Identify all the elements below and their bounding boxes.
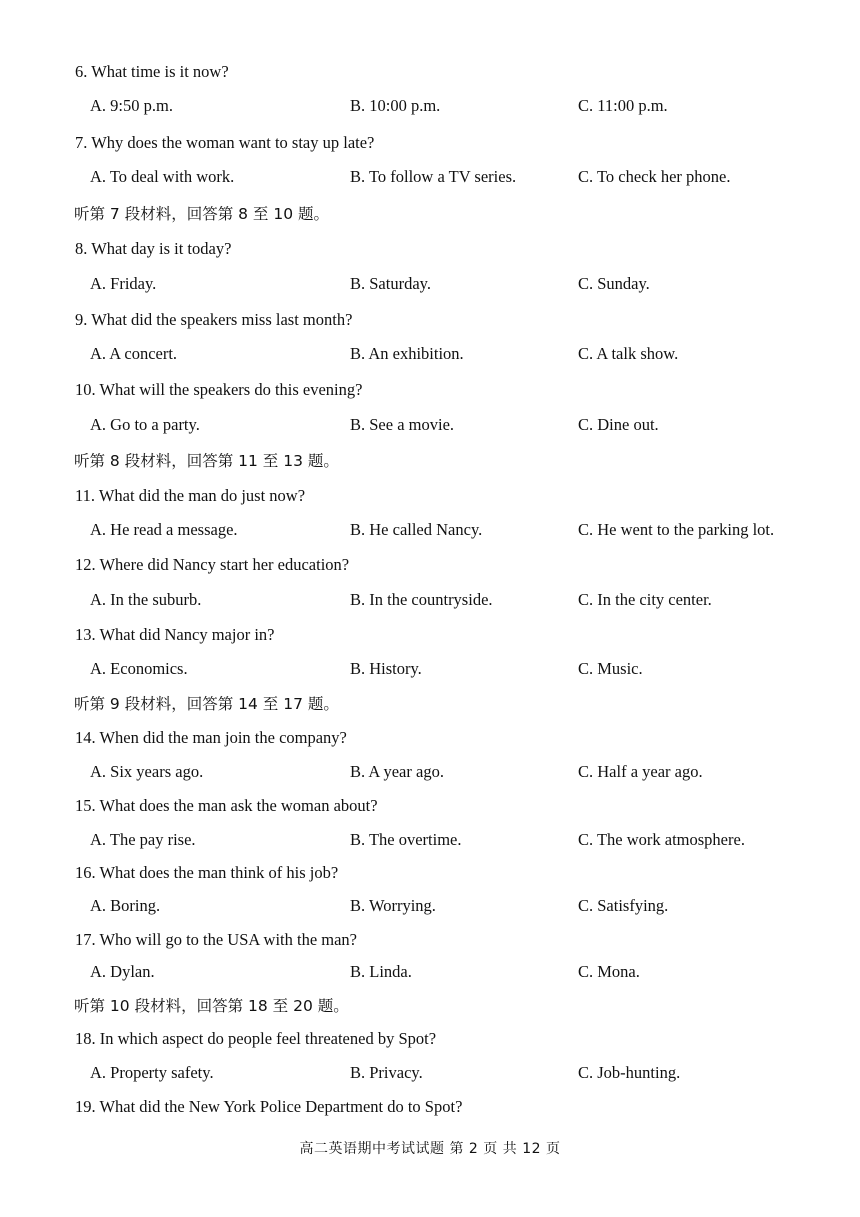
option-c: C. Music. xyxy=(578,659,643,678)
question-text: 17. Who will go to the USA with the man? xyxy=(75,930,358,949)
section-instruction: 听第 9 段材料，回答第 14 至 17 题。 xyxy=(74,695,339,713)
option-a: A. 9:50 p.m. xyxy=(90,96,173,115)
section-instruction: 听第 8 段材料，回答第 11 至 13 题。 xyxy=(74,452,339,470)
option-a: A. Property safety. xyxy=(90,1063,214,1082)
option-b: B. Saturday. xyxy=(350,274,431,293)
option-c: C. Sunday. xyxy=(578,274,650,293)
option-b: B. A year ago. xyxy=(350,762,444,781)
option-b: B. An exhibition. xyxy=(350,344,464,363)
option-a: A. Dylan. xyxy=(90,962,155,981)
option-c: C. He went to the parking lot. xyxy=(578,520,775,539)
option-a: A. A concert. xyxy=(90,344,178,363)
question-text: 15. What does the man ask the woman about? xyxy=(75,796,378,815)
option-c: C. Satisfying. xyxy=(578,896,669,915)
option-a: A. Economics. xyxy=(90,659,188,678)
question-text: 11. What did the man do just now? xyxy=(75,486,306,505)
option-c: C. Job-hunting. xyxy=(578,1063,681,1082)
question-text: 19. What did the New York Police Department do to Spot? xyxy=(75,1097,463,1116)
option-a: A. He read a message. xyxy=(90,520,238,539)
option-a: A. Boring. xyxy=(90,896,161,915)
option-c: C. In the city center. xyxy=(578,590,712,609)
question-text: 6. What time is it now? xyxy=(75,62,229,81)
question-text: 18. In which aspect do people feel threatened by Spot? xyxy=(75,1029,437,1048)
question-text: 16. What does the man think of his job? xyxy=(75,863,339,882)
question-text: 7. Why does the woman want to stay up late? xyxy=(75,133,375,152)
option-a: A. Six years ago. xyxy=(90,762,204,781)
option-b: B. To follow a TV series. xyxy=(350,167,517,186)
option-b: B. Linda. xyxy=(350,962,412,981)
question-text: 9. What did the speakers miss last month? xyxy=(75,310,353,329)
question-text: 13. What did Nancy major in? xyxy=(75,625,275,644)
option-a: A. Go to a party. xyxy=(90,415,200,434)
option-b: B. He called Nancy. xyxy=(350,520,483,539)
option-a: A. To deal with work. xyxy=(90,167,235,186)
option-b: B. See a movie. xyxy=(350,415,455,434)
option-b: B. In the countryside. xyxy=(350,590,493,609)
question-text: 14. When did the man join the company? xyxy=(75,728,347,747)
option-c: C. The work atmosphere. xyxy=(578,830,745,849)
question-text: 10. What will the speakers do this evening? xyxy=(75,380,363,399)
question-text: 12. Where did Nancy start her education? xyxy=(75,555,350,574)
option-c: C. To check her phone. xyxy=(578,167,731,186)
option-a: A. The pay rise. xyxy=(90,830,196,849)
option-c: C. Mona. xyxy=(578,962,640,981)
option-c: C. 11:00 p.m. xyxy=(578,96,668,115)
option-b: B. History. xyxy=(350,659,422,678)
option-c: C. Dine out. xyxy=(578,415,659,434)
option-c: C. A talk show. xyxy=(578,344,679,363)
section-instruction: 听第 7 段材料，回答第 8 至 10 题。 xyxy=(74,205,330,223)
option-b: B. Worrying. xyxy=(350,896,436,915)
option-b: B. Privacy. xyxy=(350,1063,423,1082)
option-a: A. Friday. xyxy=(90,274,157,293)
option-b: B. 10:00 p.m. xyxy=(350,96,441,115)
section-instruction: 听第 10 段材料，回答第 18 至 20 题。 xyxy=(74,997,349,1015)
option-a: A. In the suburb. xyxy=(90,590,202,609)
option-b: B. The overtime. xyxy=(350,830,462,849)
question-text: 8. What day is it today? xyxy=(75,239,232,258)
option-c: C. Half a year ago. xyxy=(578,762,703,781)
page-footer: 高二英语期中考试试题 第 2 页 共 12 页 xyxy=(299,1141,561,1157)
